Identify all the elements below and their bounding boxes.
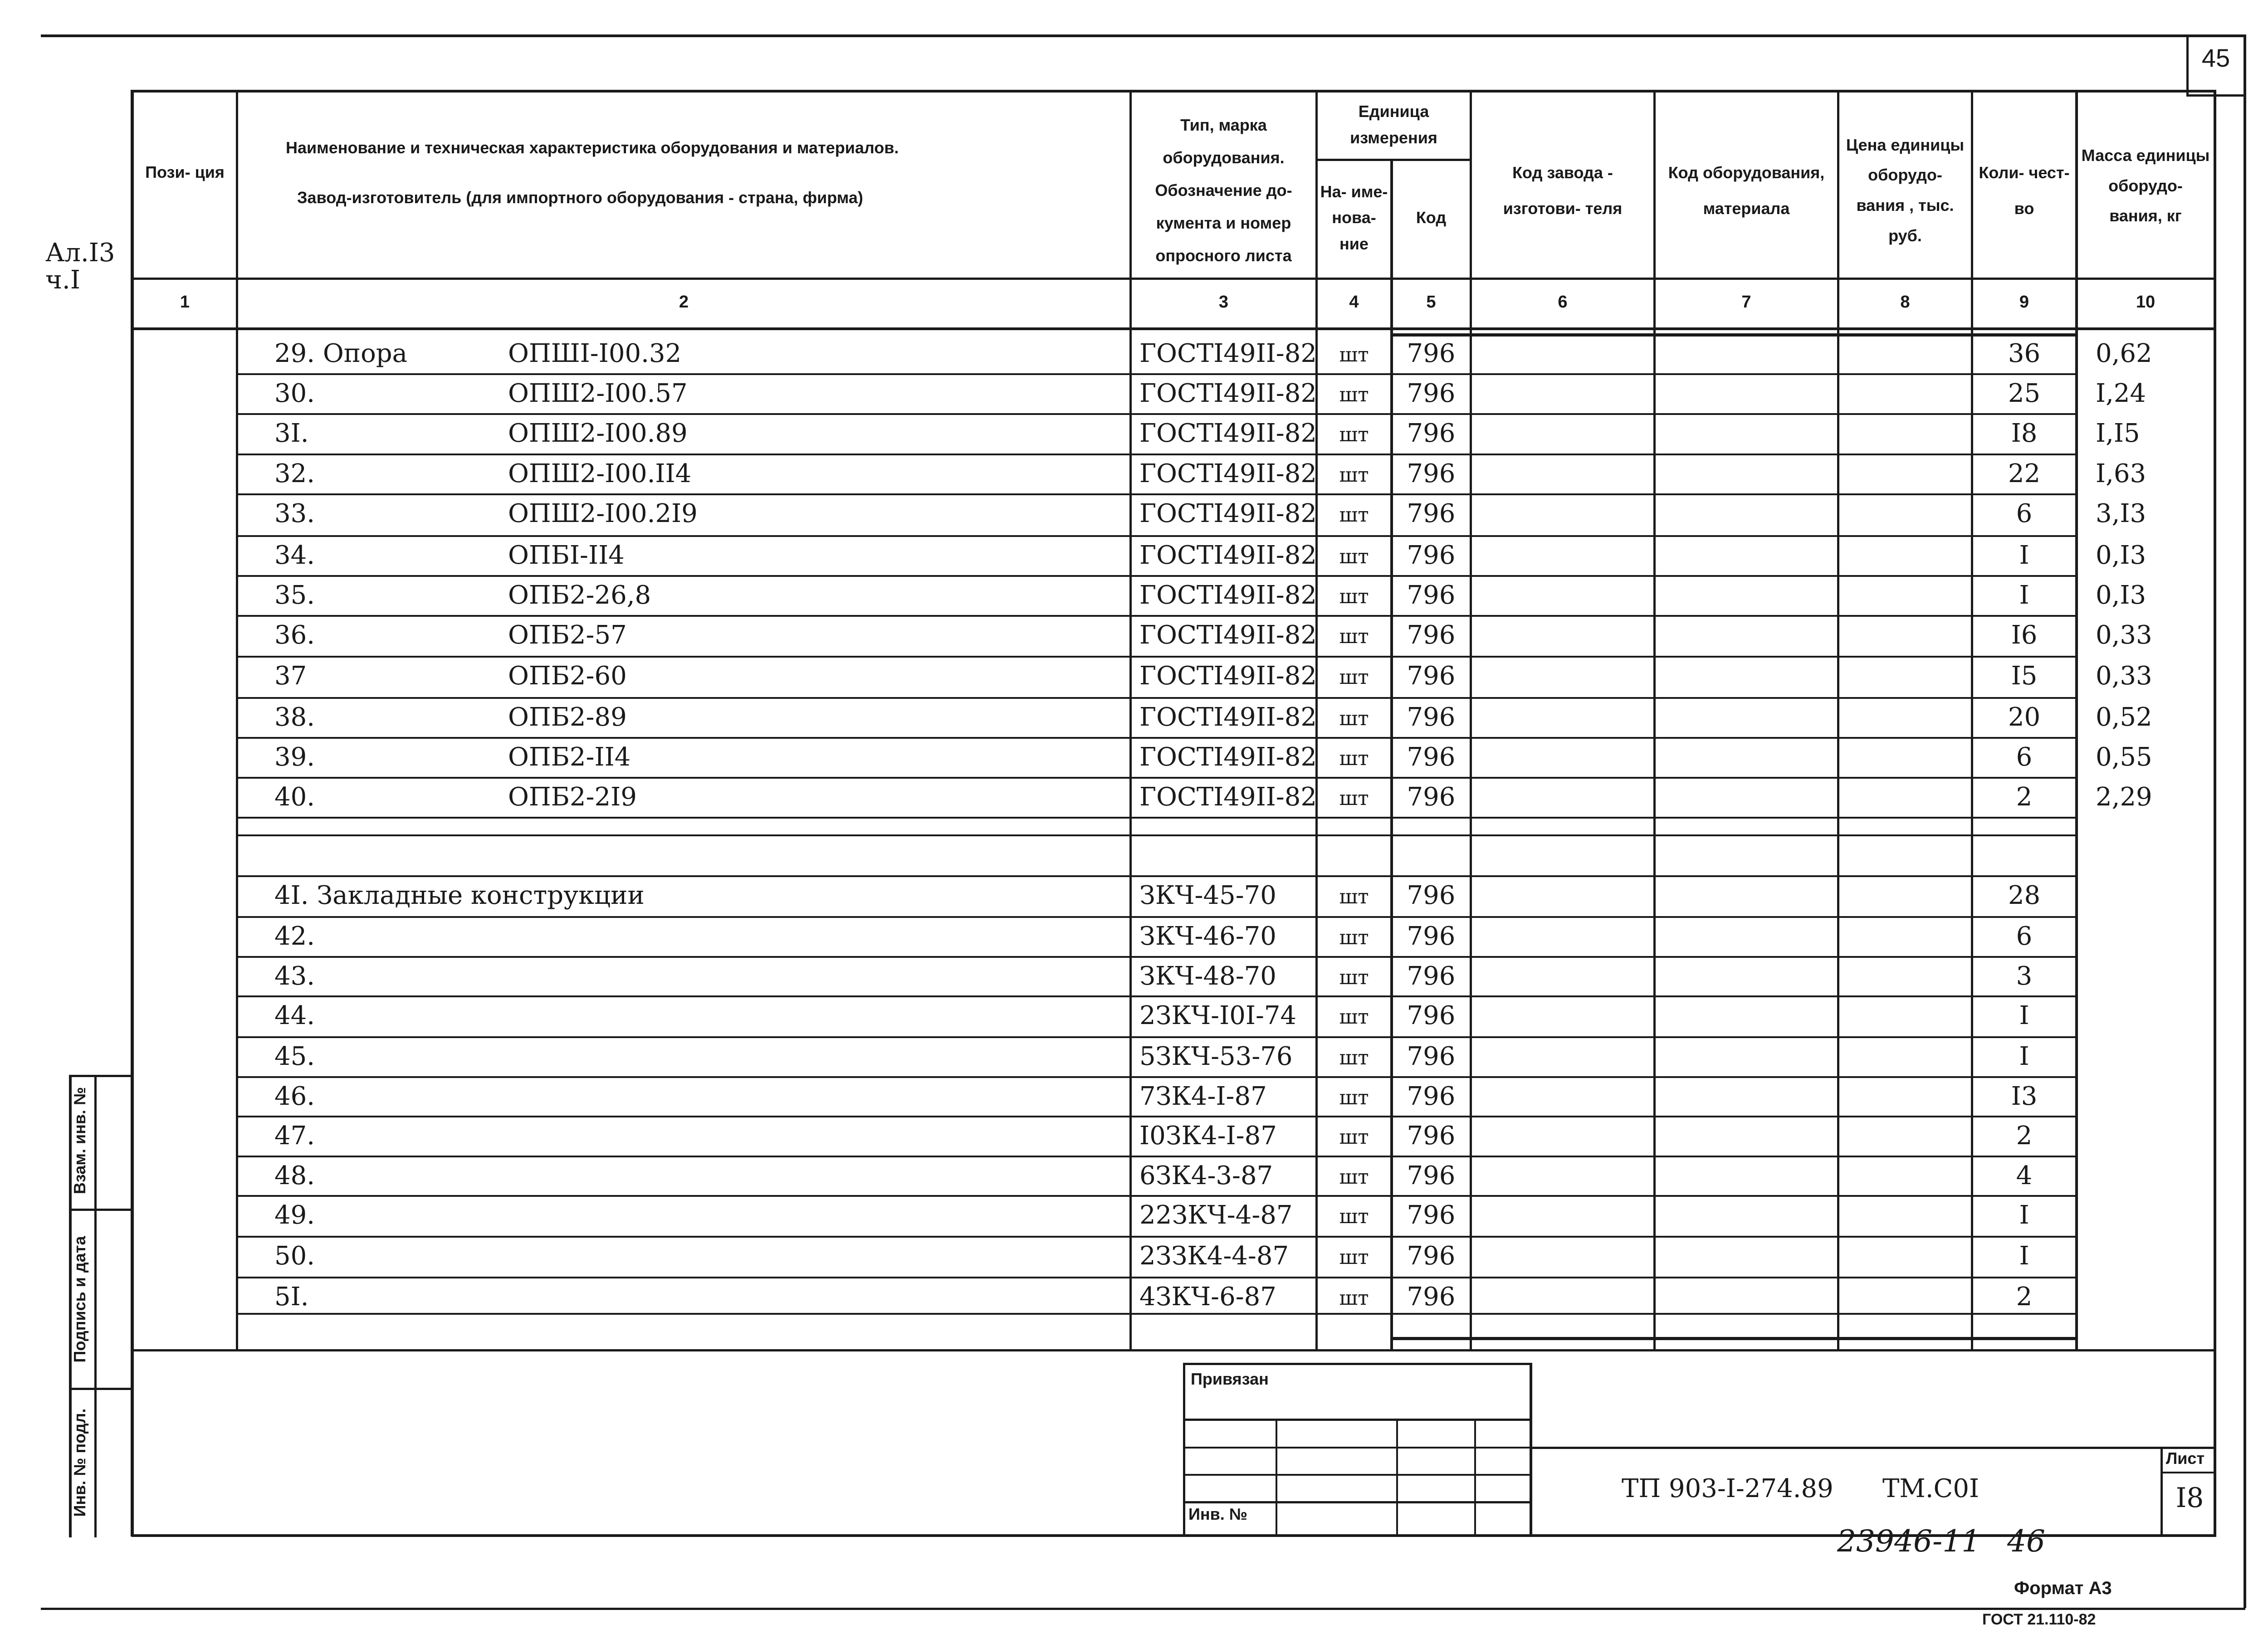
- row-separator: [236, 1156, 2077, 1157]
- row-unit-code: 796: [1407, 1121, 1456, 1151]
- row-position: 44.: [274, 1001, 315, 1030]
- header-unit-code: Код: [1416, 208, 1447, 227]
- side-stamp-replace-inv: Взам. инв. №: [70, 1087, 89, 1195]
- row-document: 7ЗК4-I-87: [1139, 1082, 1267, 1111]
- row-document: 2ЗКЧ-I0I-74: [1139, 1001, 1297, 1030]
- header-type-mark: Тип, марка оборудования. Обозначение до- кумента и номер опросного листа: [1155, 116, 1292, 265]
- format-label: Формат А3: [2014, 1578, 2112, 1598]
- table-top-border: [132, 90, 2216, 93]
- colnum-2: 2: [679, 293, 689, 312]
- row-position: 34.: [274, 541, 315, 570]
- row-quantity: I: [2019, 1042, 2029, 1071]
- row-position: 32.: [274, 459, 315, 488]
- row-unit-name: шт: [1339, 885, 1369, 908]
- row-unit-code: 796: [1407, 961, 1456, 991]
- row-quantity: I: [2019, 1241, 2029, 1271]
- row-separator: [236, 834, 2077, 836]
- row-quantity: 25: [2008, 379, 2041, 408]
- colnum-6: 6: [1558, 293, 1568, 312]
- row-position: 38.: [274, 702, 315, 732]
- row-mass: I,63: [2096, 459, 2146, 488]
- header-unit: Единица измерения: [1350, 102, 1437, 147]
- colnum-3: 3: [1218, 293, 1229, 312]
- header-equipment-code: Код оборудования, материала: [1668, 163, 1825, 218]
- row-mark: ОПШ2-I00.II4: [508, 459, 692, 488]
- row-unit-name: шт: [1339, 1046, 1369, 1069]
- row-quantity: 22: [2008, 459, 2041, 488]
- colnum-9: 9: [2019, 293, 2029, 312]
- row-mark: ОПШI-I00.32: [508, 339, 682, 368]
- row-unit-code: 796: [1407, 1241, 1456, 1271]
- page-bottom-rule: [41, 1608, 2245, 1610]
- designation-number: ТП 903-I-274.89: [1622, 1474, 1833, 1503]
- row-unit-name: шт: [1339, 1287, 1369, 1310]
- row-quantity: 36: [2008, 339, 2041, 368]
- page-top-rule: [41, 34, 2245, 37]
- privyazan-box-top: [1183, 1363, 1532, 1365]
- row-unit-code: 796: [1407, 580, 1456, 610]
- row-separator: [236, 656, 2077, 658]
- header-factory-code: Код завода - изготови- теля: [1503, 163, 1623, 218]
- row-mark: ОПБ2-57: [508, 620, 627, 650]
- row-document: ЗКЧ-45-70: [1139, 881, 1276, 910]
- row-mark: ОПБ2-89: [508, 702, 627, 732]
- row-unit-code: 796: [1407, 541, 1456, 570]
- row-quantity: I: [2019, 1200, 2029, 1230]
- table-right-border: [2214, 90, 2216, 1536]
- row-mass: I,24: [2096, 379, 2146, 408]
- row-document: ЗКЧ-46-70: [1139, 922, 1276, 951]
- row-unit-code: 796: [1407, 620, 1456, 650]
- document-code: ТМ.С0I: [1882, 1474, 1980, 1503]
- row-separator: [236, 1195, 2077, 1197]
- header-bottom-rule: [132, 278, 2216, 280]
- row-separator: [236, 615, 2077, 617]
- row-position: 39.: [274, 742, 315, 772]
- row-mass: 0,52: [2096, 702, 2152, 732]
- page-number: 45: [2201, 44, 2230, 72]
- row-quantity: 2: [2016, 782, 2033, 812]
- row-separator: [236, 777, 2077, 779]
- row-quantity: 6: [2016, 922, 2033, 951]
- row-document: ГОСТI49II-82: [1139, 742, 1317, 772]
- side-stamp-inv-original: Инв. № подл.: [70, 1408, 89, 1517]
- row-mass: 0,33: [2096, 661, 2152, 691]
- row-document: 5ЗКЧ-53-76: [1139, 1042, 1293, 1071]
- row-separator: [236, 1076, 2077, 1078]
- row-mark: ОПШ2-I00.57: [508, 379, 688, 408]
- row-quantity: I: [2019, 580, 2029, 610]
- row-document: ГОСТI49II-82: [1139, 620, 1317, 650]
- row-mass: I,I5: [2096, 419, 2140, 448]
- row-separator: [236, 697, 2077, 699]
- handwritten-number: 23946-11: [1837, 1524, 1981, 1559]
- row-unit-code: 796: [1407, 1042, 1456, 1071]
- row-unit-name: шт: [1339, 1005, 1369, 1029]
- row-position: 46.: [274, 1082, 315, 1111]
- row-position: 33.: [274, 499, 315, 528]
- row-document: 22ЗКЧ-4-87: [1139, 1200, 1293, 1230]
- row-unit-name: шт: [1339, 666, 1369, 689]
- row-separator: [236, 373, 2077, 375]
- header-name-line1: Наименование и техническая характеристика оборудования и материалов.: [286, 138, 899, 157]
- row-quantity: I: [2019, 541, 2029, 570]
- format-gost: ГОСТ 21.110-82: [1982, 1611, 2096, 1628]
- row-unit-name: шт: [1339, 707, 1369, 730]
- row-unit-code: 796: [1407, 1200, 1456, 1230]
- row-position: 4I. Закладные конструкции: [274, 881, 645, 910]
- row-mass: 0,55: [2096, 742, 2152, 772]
- row-position: 35.: [274, 580, 315, 610]
- row-unit-name: шт: [1339, 1166, 1369, 1189]
- row-document: 4ЗКЧ-6-87: [1139, 1282, 1276, 1312]
- row-unit-code: 796: [1407, 379, 1456, 408]
- row-unit-code: 796: [1407, 1082, 1456, 1111]
- row-unit-name: шт: [1339, 545, 1369, 568]
- colnum-bottom-rule: [132, 327, 2216, 330]
- row-separator: [236, 1236, 2077, 1238]
- row-unit-code: 796: [1407, 339, 1456, 368]
- page-right-border: [2244, 34, 2246, 1608]
- row-quantity: 2: [2016, 1282, 2033, 1312]
- designation-top-rule: [1530, 1447, 2216, 1449]
- row-position: 49.: [274, 1200, 315, 1230]
- colnum-7: 7: [1741, 293, 1751, 312]
- row-mark: ОПШ2-I00.89: [508, 419, 688, 448]
- row-document: ГОСТI49II-82: [1139, 702, 1317, 732]
- row-quantity: 28: [2008, 881, 2041, 910]
- row-unit-name: шт: [1339, 747, 1369, 770]
- colnum-1: 1: [180, 293, 190, 312]
- row-document: 6ЗК4-3-87: [1139, 1161, 1273, 1190]
- header-unit-name: На- име- нова- ние: [1320, 182, 1388, 253]
- row-separator: [236, 1277, 2077, 1278]
- row-mark: ОПБ2-26,8: [508, 580, 651, 610]
- row-position: 30.: [274, 379, 315, 408]
- album-ref-line1: Ал.I3: [45, 238, 115, 268]
- row-unit-name: шт: [1339, 503, 1369, 527]
- side-stamp-signature-date: Подпись и дата: [70, 1236, 89, 1363]
- row-position: 40.: [274, 782, 315, 812]
- row-separator: [236, 875, 2077, 877]
- colnum-4: 4: [1349, 293, 1359, 312]
- page-number-box: [2186, 36, 2189, 95]
- header-position: Пози- ция: [145, 162, 225, 181]
- row-unit-name: шт: [1339, 383, 1369, 406]
- row-unit-name: шт: [1339, 463, 1369, 487]
- header-name-line2: Завод-изготовитель (для импортного оборудования - страна, фирма): [297, 188, 863, 207]
- row-document: I0ЗК4-I-87: [1139, 1121, 1277, 1151]
- row-document: ГОСТI49II-82: [1139, 419, 1317, 448]
- row-unit-name: шт: [1339, 1086, 1369, 1109]
- row-unit-name: шт: [1339, 585, 1369, 608]
- table-left-border: [131, 90, 134, 1536]
- row-position: 50.: [274, 1241, 315, 1271]
- header-price: Цена единицы оборудо- вания , тыс. руб.: [1846, 135, 1965, 245]
- row-mark: ОПШ2-I00.2I9: [508, 499, 698, 528]
- colnum-10: 10: [2136, 293, 2156, 312]
- colnum-5: 5: [1426, 293, 1436, 312]
- row-separator: [236, 956, 2077, 958]
- row-mass: 2,29: [2096, 782, 2152, 812]
- row-document: ГОСТI49II-82: [1139, 580, 1317, 610]
- row-separator: [236, 535, 2077, 537]
- row-unit-code: 796: [1407, 922, 1456, 951]
- handwritten-page: 46: [2007, 1524, 2045, 1559]
- row-unit-name: шт: [1339, 343, 1369, 366]
- row-position: 48.: [274, 1161, 315, 1190]
- row-quantity: 3: [2016, 961, 2033, 991]
- row-mass: 0,33: [2096, 620, 2152, 650]
- row-unit-code: 796: [1407, 661, 1456, 691]
- row-unit-code: 796: [1407, 742, 1456, 772]
- row-position: 3I.: [274, 419, 309, 448]
- row-quantity: I: [2019, 1001, 2029, 1030]
- row-unit-code: 796: [1407, 1161, 1456, 1190]
- row-quantity: 20: [2008, 702, 2041, 732]
- row-unit-code: 796: [1407, 459, 1456, 488]
- row-quantity: I6: [2011, 620, 2038, 650]
- row-mass: 0,I3: [2096, 541, 2146, 570]
- row-position: 36.: [274, 620, 315, 650]
- row-mark: ОПБ2-60: [508, 661, 627, 691]
- row-unit-code: 796: [1407, 881, 1456, 910]
- row-position: 43.: [274, 961, 315, 991]
- row-mark: ОПБ2-II4: [508, 742, 631, 772]
- row-unit-name: шт: [1339, 423, 1369, 446]
- row-separator: [236, 493, 2077, 495]
- row-document: ГОСТI49II-82: [1139, 661, 1317, 691]
- row-unit-name: шт: [1339, 966, 1369, 989]
- row-position: 42.: [274, 922, 315, 951]
- sheet-label: Лист: [2166, 1449, 2205, 1468]
- row-unit-name: шт: [1339, 1246, 1369, 1269]
- row-unit-name: шт: [1339, 1205, 1369, 1228]
- row-separator: [236, 995, 2077, 997]
- row-document: ГОСТI49II-82: [1139, 339, 1317, 368]
- row-mark: ОПБI-II4: [508, 541, 625, 570]
- row-mass: 0,I3: [2096, 580, 2146, 610]
- row-separator: [236, 1313, 2077, 1315]
- row-unit-code: 796: [1407, 782, 1456, 812]
- row-unit-name: шт: [1339, 625, 1369, 648]
- row-quantity: I8: [2011, 419, 2038, 448]
- row-unit-code: 796: [1407, 1001, 1456, 1030]
- row-unit-code: 796: [1407, 702, 1456, 732]
- row-separator: [236, 413, 2077, 415]
- row-quantity: 6: [2016, 742, 2033, 772]
- sheet-number: I8: [2175, 1482, 2204, 1514]
- row-document: ЗКЧ-48-70: [1139, 961, 1276, 991]
- row-document: 2ЗЗК4-4-87: [1139, 1241, 1289, 1271]
- row-unit-name: шт: [1339, 1126, 1369, 1149]
- row-position: 5I.: [274, 1282, 309, 1312]
- row-document: ГОСТI49II-82: [1139, 782, 1317, 812]
- row-separator: [236, 1036, 2077, 1038]
- row-separator: [236, 454, 2077, 455]
- row-quantity: I3: [2011, 1082, 2038, 1111]
- row-quantity: 2: [2016, 1121, 2033, 1151]
- header-mass: Масса единицы оборудо- вания, кг: [2081, 146, 2210, 225]
- row-separator: [236, 575, 2077, 577]
- inv-no-label: Инв. №: [1188, 1505, 1247, 1523]
- row-separator: [236, 737, 2077, 739]
- row-unit-code: 796: [1407, 419, 1456, 448]
- colnum-8: 8: [1900, 293, 1910, 312]
- header-quantity: Коли- чест- во: [1979, 163, 2070, 218]
- row-mass: 0,62: [2096, 339, 2152, 368]
- row-document: ГОСТI49II-82: [1139, 499, 1317, 528]
- row-separator: [236, 1116, 2077, 1117]
- row-unit-code: 796: [1407, 1282, 1456, 1312]
- row-mass: 3,I3: [2096, 499, 2146, 528]
- row-position: 45.: [274, 1042, 315, 1071]
- album-ref-line2: ч.I: [45, 265, 80, 295]
- row-unit-code: 796: [1407, 499, 1456, 528]
- table-body-bottom: [132, 1349, 2216, 1351]
- row-unit-name: шт: [1339, 926, 1369, 949]
- row-document: ГОСТI49II-82: [1139, 379, 1317, 408]
- row-position: 37: [274, 661, 307, 691]
- row-separator: [236, 916, 2077, 918]
- row-unit-name: шт: [1339, 787, 1369, 810]
- row-position: 47.: [274, 1121, 315, 1151]
- privyazan-label: Привязан: [1191, 1370, 1269, 1388]
- row-quantity: 4: [2016, 1161, 2033, 1190]
- row-separator: [236, 817, 2077, 819]
- row-position: 29. Опора: [274, 339, 408, 368]
- row-document: ГОСТI49II-82: [1139, 459, 1317, 488]
- row-mark: ОПБ2-2I9: [508, 782, 637, 812]
- row-quantity: I5: [2011, 661, 2038, 691]
- row-quantity: 6: [2016, 499, 2033, 528]
- row-document: ГОСТI49II-82: [1139, 541, 1317, 570]
